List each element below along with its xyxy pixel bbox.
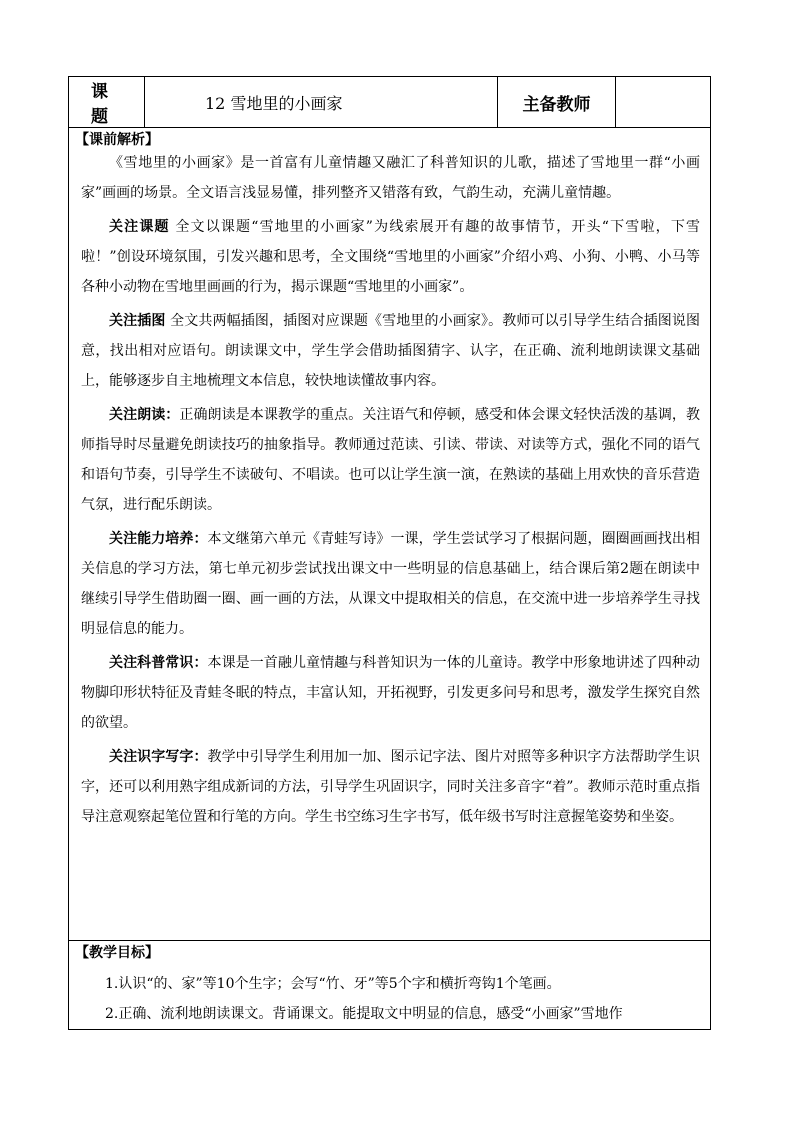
topic-keyword: 关注课题 [109,219,170,235]
ability-keyword: 关注能力培养： [109,531,208,547]
science-keyword: 关注科普常识： [109,655,208,671]
goal-item: 2.正确、流利地朗读课文。背诵课文。能提取文中明显的信息，感受“小画家”雪地作 [105,1006,623,1022]
pre-class-analysis-section [68,128,711,941]
literacy-keyword: 关注识字写字： [109,749,208,765]
analysis-science-paragraph [69,648,710,738]
analysis-ability-paragraph [69,524,710,644]
goal-item: 1.认识“的、家”等10个生字；会写“竹、牙”等5个字和横折弯钩1个笔画。 [105,976,561,992]
analysis-reading-paragraph [69,400,710,520]
analysis-literacy-paragraph [69,742,710,832]
literacy-text: 教学中引导学生利用加一加、图示记字法、图片对照等多种识字方法帮助学生识字，还可以利用熟字组成新词的方法，引导学生巩固识字，同时关注多音字“着”。教师示范时重点指导注意观察起笔位置和行笔的方向。学生书空练习生字书写，低年级书写时注意握笔姿势和坐姿。 [81,749,701,825]
reading-text: 正确朗读是本课教学的重点。关注语气和停顿，感受和体会课文轻快活泼的基调，教师指导时尽量避免朗读技巧的抽象指导。教师通过范读、引读、带读、对读等方式，强化不同的语气和语句节奏，引导学生不读破句、不唱读。也可以让学生演一演，在熟读的基础上用欢快的音乐营造气氛，进行配乐朗读。 [81,407,701,513]
teaching-goals-section [68,941,711,1030]
illustration-keyword: 关注插图 [109,313,166,329]
teacher-value [616,77,711,128]
topic-text: 全文以课题“雪地里的小画家”为线索展开有趣的故事情节，开头“下雪啦，下雪啦！”创设环境氛围，引发兴趣和思考，全文围绕“雪地里的小画家”介绍小鸡、小狗、小鸭、小马等各种小动物在雪地里画画的行为，揭示课题“雪地里的小画家”。 [81,219,701,295]
analysis-illustration-paragraph [69,306,710,396]
analysis-intro: 《雪地里的小画家》是一首富有儿童情趣又融汇了科普知识的儿歌，描述了雪地里一群“小画家”画画的场景。全文语言浅显易懂，排列整齐又错落有致，气韵生动，充满儿童情趣。 [81,155,700,201]
reading-keyword: 关注朗读： [109,407,180,423]
lesson-plan-sheet [68,76,711,1030]
goals-heading: 【教学目标】 [75,945,159,961]
header-table [68,76,711,128]
teacher-label: 主备教师 [498,77,616,128]
illustration-text: 全文共两幅插图，插图对应课题《雪地里的小画家》。教师可以引导学生结合插图说图意，找出相对应语句。朗读课文中，学生学会借助插图猜字、认字，在正确、流利地朗读课文基础上，能够逐步自主地梳理文本信息，较快地读懂故事内容。 [81,313,700,389]
analysis-heading: 【课前解析】 [75,132,159,148]
science-text: 本课是一首融儿童情趣与科普知识为一体的儿童诗。教学中形象地讲述了四种动物脚印形状特征及青蛙冬眠的特点，丰富认知，开拓视野，引发更多问号和思考，激发学生探究自然的欲望。 [81,655,701,731]
analysis-topic-paragraph [69,212,710,302]
ability-text: 本文继第六单元《青蛙写诗》一课，学生尝试学习了根据问题，圈圈画画找出相关信息的学习方法，第七单元初步尝试找出课文中一些明显的信息基础上，结合课后第2题在朗读中继续引导学生借助圈一圈、画一画的方法，从课文中提取相关的信息，在交流中进一步培养学生寻找明显信息的能力。 [81,531,701,637]
topic-label: 课 题 [69,77,145,128]
lesson-title: 12 雪地里的小画家 [145,77,498,128]
